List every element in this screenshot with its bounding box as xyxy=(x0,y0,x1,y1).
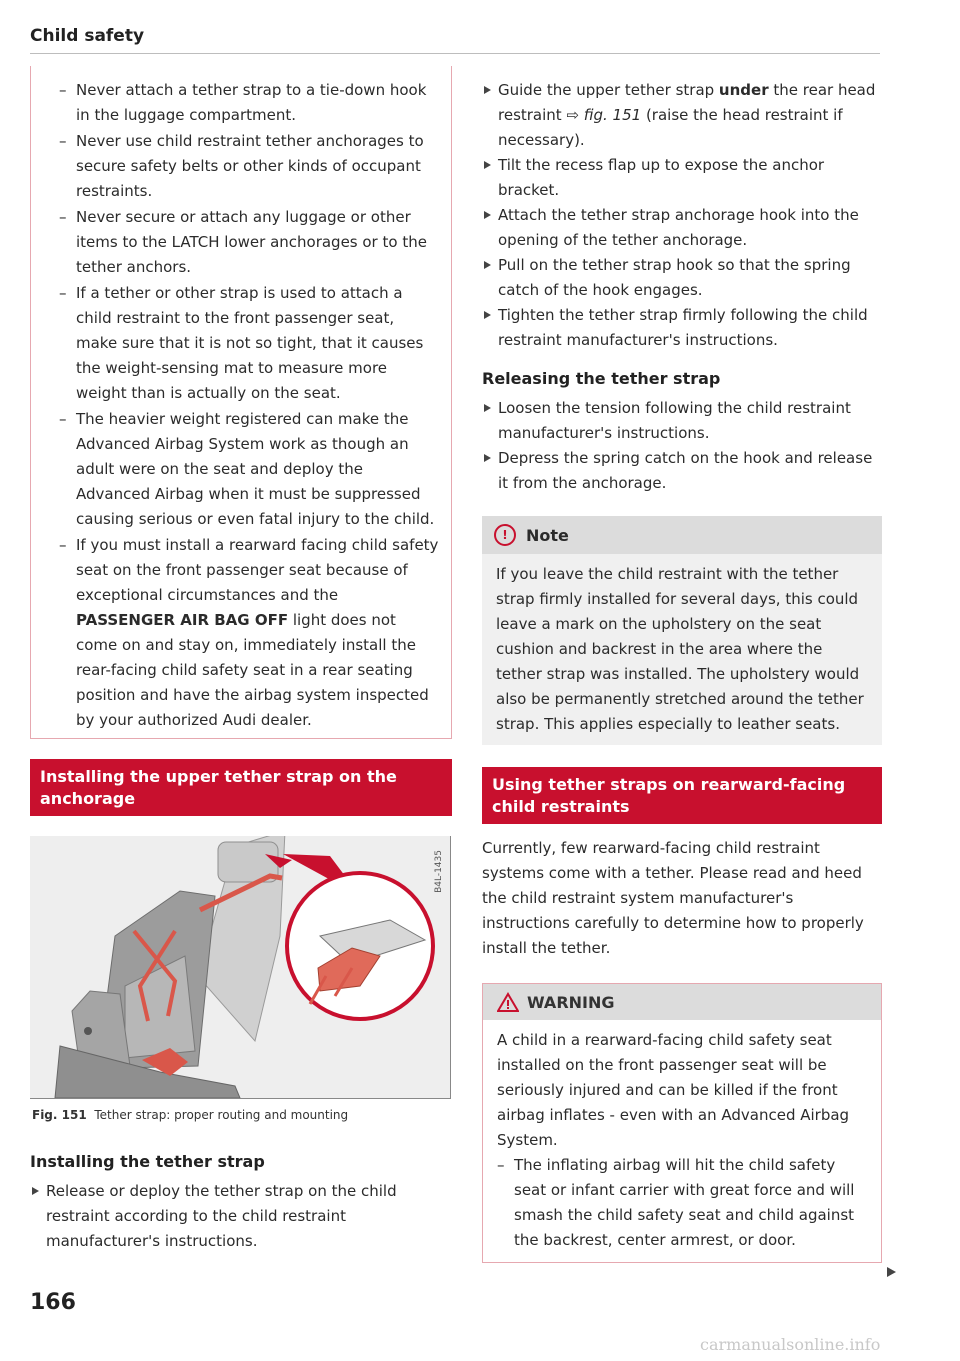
header-divider xyxy=(30,53,880,54)
left-column xyxy=(30,66,452,1254)
list-item: – Never secure or attach any luggage or other items to the LATCH lower anchorages or to the tether anchors. xyxy=(59,205,439,280)
list-item: – The heavier weight registered can make the Advanced Airbag System work as though an adult were on the seat and deploy the Advanced Airbag when it must be suppressed causing serious or even fatal injury to the child. xyxy=(59,407,439,532)
watermark: carmanualsonline.info xyxy=(700,1335,881,1354)
warning-list xyxy=(59,78,439,733)
warning-box xyxy=(482,983,882,1263)
warning-title: WARNING xyxy=(527,992,615,1012)
section-heading-installing: Installing the upper tether strap on the anchorage xyxy=(30,759,452,816)
releasing-steps xyxy=(482,396,882,496)
note-title: Note xyxy=(526,525,569,545)
continued-arrow-icon xyxy=(887,1267,896,1277)
list-item: Loosen the tension following the child restraint manufacturer's instructions. xyxy=(482,396,882,446)
right-column xyxy=(482,78,882,1263)
list-item: Tilt the recess flap up to expose the anchor bracket. xyxy=(482,153,882,203)
child-seat-illustration xyxy=(30,836,450,1098)
note-box xyxy=(482,516,882,745)
list-item: – Never attach a tether strap to a tie-down hook in the luggage compartment. xyxy=(59,78,439,128)
warning-continuation-box xyxy=(30,66,452,739)
installing-steps xyxy=(30,1179,452,1254)
list-item: – If a tether or other strap is used to attach a child restraint to the front passenger seat, make sure that it is not so tight, that it causes the weight-sensing mat to measure more weight than is actually on the seat. xyxy=(59,281,439,406)
list-item: – Never use child restraint tether anchorages to secure safety belts or other kinds of occupant restraints. xyxy=(59,129,439,204)
subheading-releasing: Releasing the tether strap xyxy=(482,369,721,388)
warning-header xyxy=(483,984,881,1020)
figure-caption: Fig. 151 Tether strap: proper routing and mounting xyxy=(32,1108,349,1122)
rearward-paragraph: Currently, few rearward-facing child restraint systems come with a tether. Please read and heed the child restraint system manufacturer's instructions carefully to determine how to properly install the tether. xyxy=(482,839,864,957)
list-item: – The inflating airbag will hit the child safety seat or infant carrier with great force and will smash the child safety seat and child against the backrest, center armrest, or door. xyxy=(497,1153,869,1253)
indicator-light-name: PASSENGER AIR BAG OFF xyxy=(76,611,289,629)
figure-label: Fig. 151 xyxy=(32,1108,87,1122)
list-item: Attach the tether strap anchorage hook into the opening of the tether anchorage. xyxy=(482,203,882,253)
list-item: Depress the spring catch on the hook and release it from the anchorage. xyxy=(482,446,882,496)
figure-code: B4L-1435 xyxy=(434,850,444,893)
list-item: Release or deploy the tether strap on the child restraint according to the child restraint manufacturer's instructions. xyxy=(30,1179,452,1254)
section-heading-rearward: Using tether straps on rearward-facing child restraints xyxy=(482,767,882,824)
warning-text: A child in a rearward-facing child safety seat installed on the front passenger seat will be seriously injured and can be killed if the front airbag inflates - even with an Advanced Airbag System. xyxy=(497,1031,850,1149)
installing-steps-continued xyxy=(482,78,882,353)
running-header-title: Child safety xyxy=(30,26,145,46)
info-circle-icon: ! xyxy=(494,524,516,546)
figure-reference: ⇨ fig. 151 xyxy=(566,106,642,124)
warning-triangle-icon xyxy=(497,992,519,1012)
page-number: 166 xyxy=(30,1290,76,1315)
list-item: Guide the upper tether strap under the rear head restraint ⇨ fig. 151 (raise the head restraint if necessary). xyxy=(482,78,882,153)
list-item: – If you must install a rearward facing child safety seat on the front passenger seat because of exceptional circumstances and the PASSENGER AIR BAG OFF light does not come on and stay on, immediately install the rear-facing child safety seat in a rear seating position and have the airbag system inspected by your authorized Audi dealer. xyxy=(59,533,439,733)
warning-body xyxy=(483,1020,881,1262)
list-item: Tighten the tether strap firmly following the child restraint manufacturer's instructions. xyxy=(482,303,882,353)
subheading-installing: Installing the tether strap xyxy=(30,1152,265,1171)
list-item: Pull on the tether strap hook so that the spring catch of the hook engages. xyxy=(482,253,882,303)
note-text: If you leave the child restraint with the tether strap firmly installed for several days, this could leave a mark on the upholstery on the seat cushion and backrest in the area where the tether strap was installed. The upholstery would also be permanently stretched around the tether strap. This applies especially to leather seats. xyxy=(482,554,882,745)
figure-tether-strap xyxy=(30,836,451,1099)
warning-items xyxy=(497,1153,869,1253)
note-header xyxy=(482,516,882,554)
